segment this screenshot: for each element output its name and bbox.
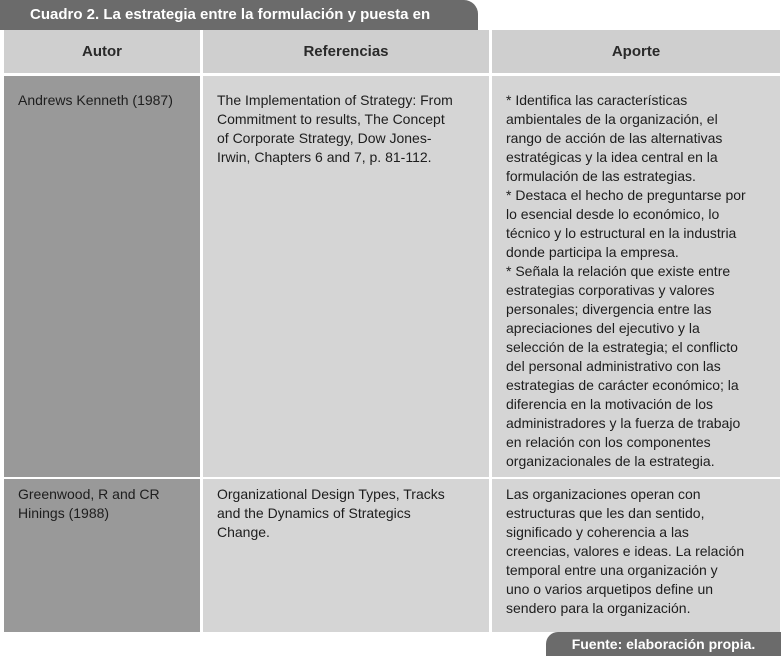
row2-referencias: Organizational Design Types, Tracks and the Dynamics of Strategics Change. bbox=[217, 486, 445, 540]
table-caption: Cuadro 2. La estrategia entre la formulación y puesta en bbox=[0, 0, 478, 30]
row1-referencias: The Implementation of Strategy: From Commitment to results, The Concept of Corporate Strategy, Dow Jones- Irwin, Chapters 6 and 7, p. 81-112. bbox=[217, 92, 453, 165]
row-divider bbox=[4, 477, 780, 479]
header-referencias: Referencias bbox=[203, 30, 489, 76]
row1-autor: Andrews Kenneth (1987) bbox=[18, 92, 173, 108]
column-divider bbox=[489, 30, 492, 632]
source-note: Fuente: elaboración propia. bbox=[546, 632, 781, 656]
header-autor: Autor bbox=[4, 30, 200, 76]
column-divider bbox=[200, 30, 203, 632]
row1-aporte: * Identifica las características ambientales de la organización, el rango de acción de las alternativas estratégicas y la idea central en la formulación de las estrategias. * Destaca el hecho de preguntarse por lo esencial desde lo económico, lo técnico y lo estructural en la industria donde participa la empresa. * Señala la relación que existe entre estrategias corporativas y valores personales; divergencia entre las apreciaciones del ejecutivo y la selección de la estrategia; el conflicto del personal administrativo con las estrategias de carácter económico; la diferencia en la motivación de los administradores y la fuerza de trabajo en relación con los componentes organizacionales de la estrategia. bbox=[506, 92, 746, 469]
row2-autor: Greenwood, R and CR Hinings (1988) bbox=[18, 486, 160, 521]
header-aporte: Aporte bbox=[492, 30, 780, 76]
row2-aporte: Las organizaciones operan con estructuras que les dan sentido, significado y coherencia a las creencias, valores e ideas. La relación temporal entre una organización y uno o varios arquetipos define un sendero para la organización. bbox=[506, 486, 745, 616]
data-table bbox=[4, 30, 780, 632]
author-column-bg bbox=[4, 76, 200, 632]
